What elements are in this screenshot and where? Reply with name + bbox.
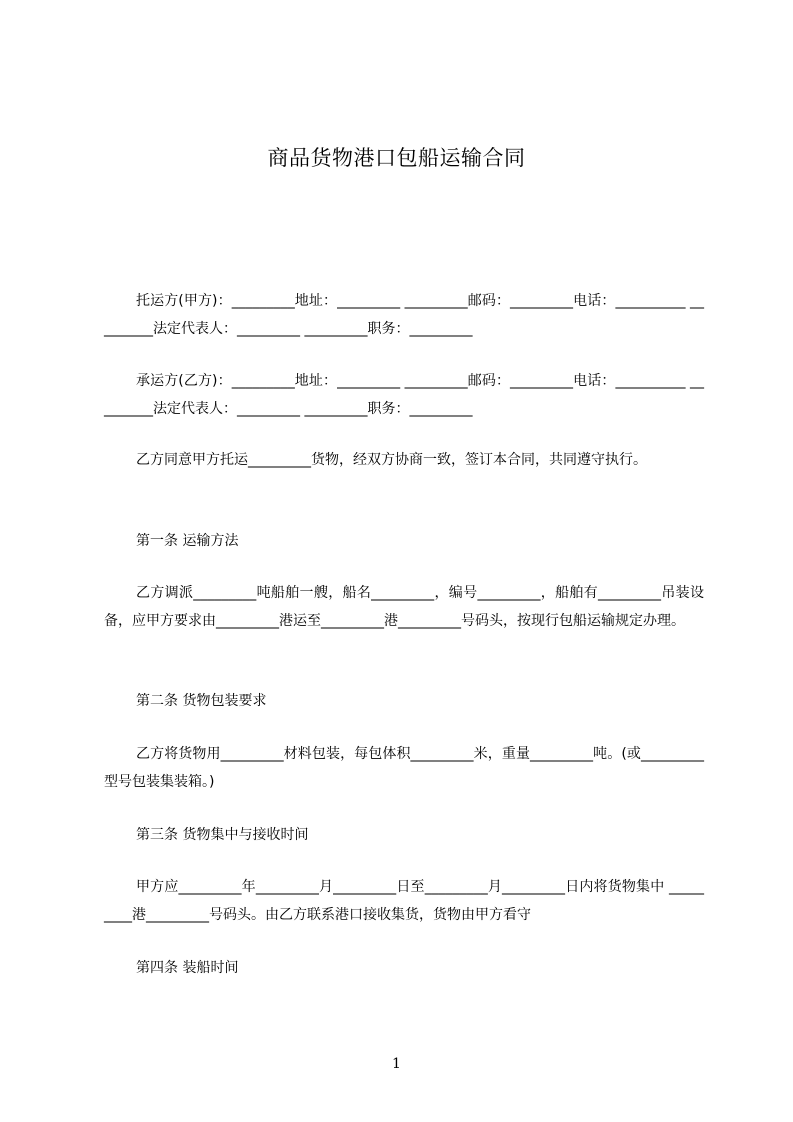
party-b-paragraph: 承运方(乙方)：_________地址：_________ _________邮码：_________电话：__________ _________法定代表人：_________ _________职务：_________ <box>104 373 704 417</box>
party-a-paragraph: 托运方(甲方)：_________地址：_________ _________邮码：_________电话：__________ _________法定代表人：_________ _________职务：_________ <box>104 293 704 337</box>
document-title: 商品货物港口包船运输合同 <box>267 146 526 170</box>
article1-heading: 第一条 运输方法 <box>136 533 239 549</box>
article3-body: 甲方应_________年_________月_________日至_________月_________日内将货物集中 _________港_________号码头。由乙方联系港口接收集货，货物由甲方看守 <box>104 879 704 923</box>
intro-paragraph: 乙方同意甲方托运_________货物，经双方协商一致，签订本合同，共同遵守执行。 <box>136 452 647 468</box>
article2-body: 乙方将货物用_________材料包装，每包体积_________米，重量_________吨。(或_________型号包装集装箱。) <box>104 746 704 790</box>
article4-heading: 第四条 装船时间 <box>136 960 239 976</box>
page-number: 1 <box>392 1056 401 1072</box>
article1-body: 乙方调派_________吨船舶一艘，船名_________，编号_________，船舶有_________吊装设备，应甲方要求由_________港运至_________港_________号码头，按现行包船运输规定办理。 <box>104 585 704 629</box>
article2-heading: 第二条 货物包装要求 <box>136 693 267 709</box>
article3-heading: 第三条 货物集中与接收时间 <box>136 827 309 843</box>
